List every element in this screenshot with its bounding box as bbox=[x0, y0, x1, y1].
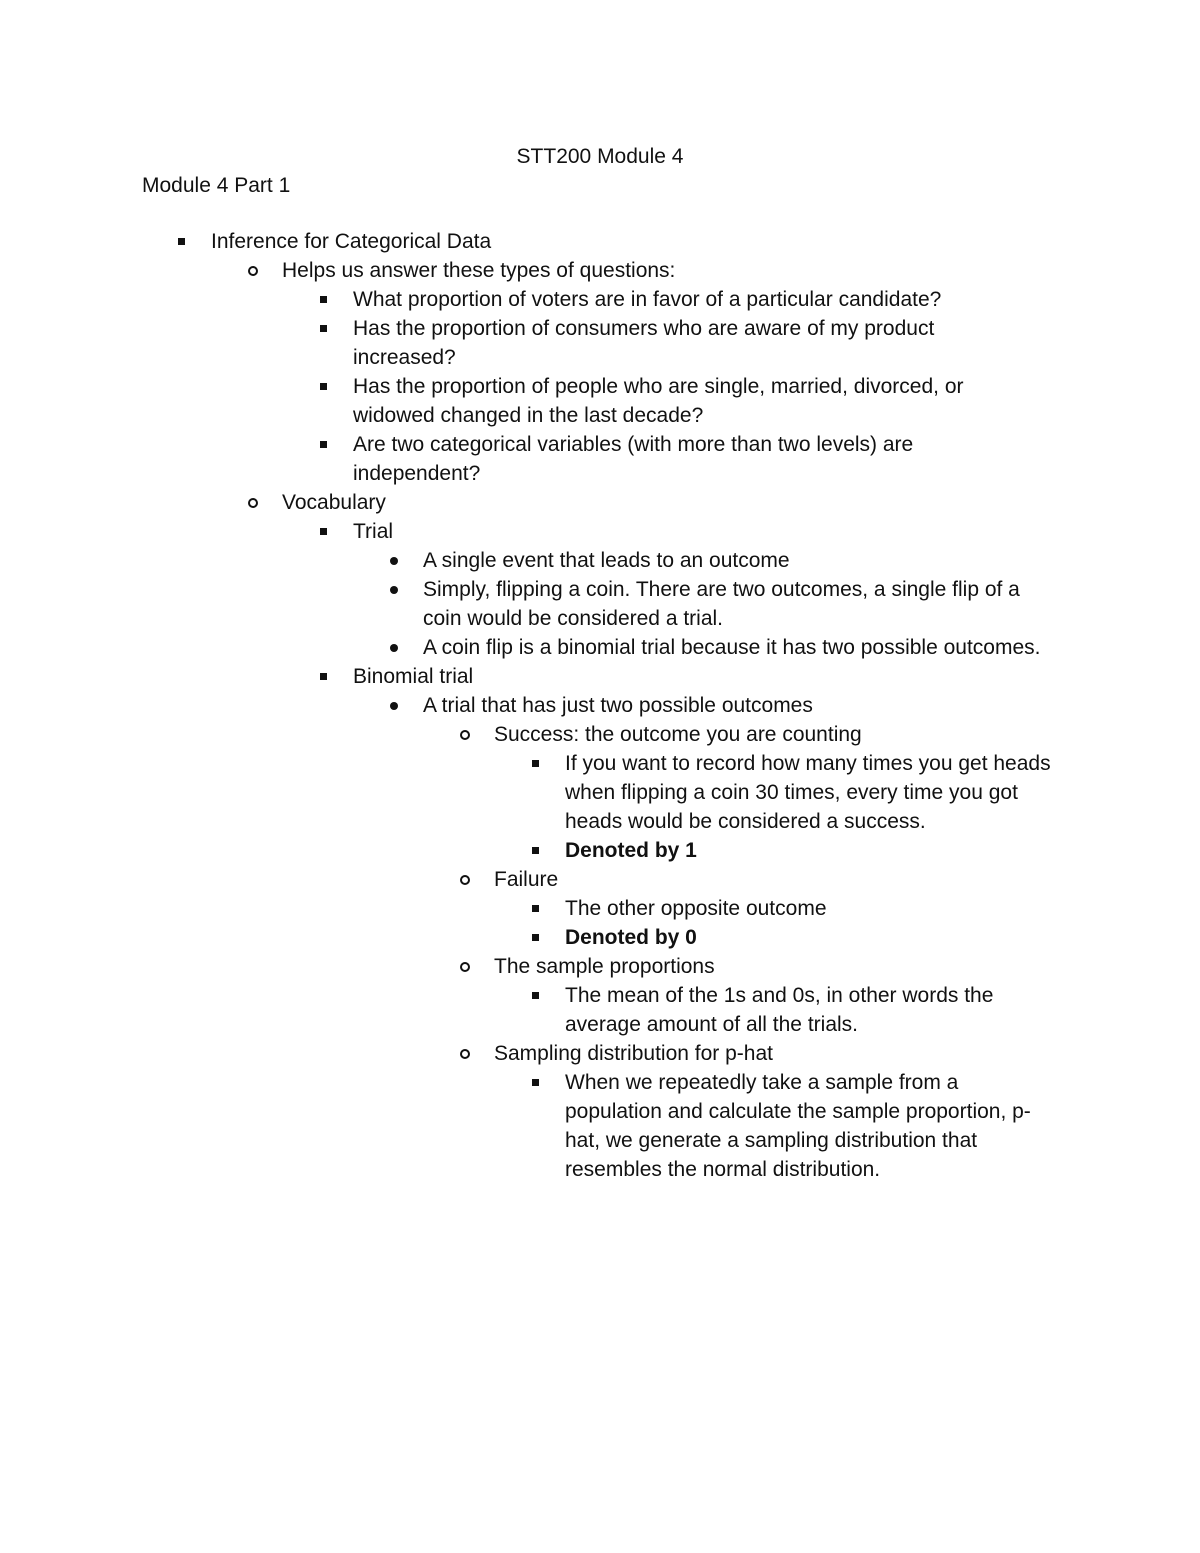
list-item-text: Sampling distribution for p-hat bbox=[494, 1042, 773, 1065]
list-item bbox=[0, 1068, 1055, 1184]
list-item-text: Denoted by 1 bbox=[565, 839, 697, 862]
square-bullet-icon bbox=[317, 430, 337, 459]
list-item-text: Has the proportion of people who are single, married, divorced, or widowed changed in the last decade? bbox=[353, 375, 964, 427]
list-item bbox=[0, 488, 1062, 517]
list-item bbox=[0, 981, 1055, 1039]
list-item-text: What proportion of voters are in favor of a particular candidate? bbox=[353, 288, 942, 311]
list-item-text: Inference for Categorical Data bbox=[211, 230, 492, 253]
dot-bullet-icon bbox=[387, 691, 407, 720]
list-item bbox=[0, 865, 1054, 894]
list-item-text: A single event that leads to an outcome bbox=[423, 549, 790, 572]
list-item-text: The sample proportions bbox=[494, 955, 715, 978]
list-item bbox=[0, 720, 1054, 749]
list-item-text: When we repeatedly take a sample from a population and calculate the sample proportion, p-hat, we generate a sampling distribution that resembles the normal distribution. bbox=[565, 1071, 1031, 1181]
list-item bbox=[0, 662, 993, 691]
dot-bullet-icon bbox=[387, 575, 407, 604]
circle-bullet-icon bbox=[246, 488, 266, 517]
circle-bullet-icon bbox=[458, 1039, 478, 1068]
square-bullet-icon bbox=[529, 981, 549, 1010]
list-item-text: A trial that has just two possible outcomes bbox=[423, 694, 813, 717]
list-item bbox=[0, 633, 1063, 662]
list-item-text: Success: the outcome you are counting bbox=[494, 723, 862, 746]
square-bullet-icon bbox=[317, 314, 337, 343]
circle-bullet-icon bbox=[458, 720, 478, 749]
dot-bullet-icon bbox=[387, 546, 407, 575]
square-bullet-icon bbox=[529, 1068, 549, 1097]
list-item-text: Trial bbox=[353, 520, 394, 543]
outline-list bbox=[0, 227, 1200, 1184]
list-item bbox=[0, 285, 993, 314]
list-item-text: The mean of the 1s and 0s, in other words the average amount of all the trials. bbox=[565, 984, 994, 1036]
list-item bbox=[0, 517, 993, 546]
list-item bbox=[0, 952, 1054, 981]
list-item bbox=[0, 546, 1063, 575]
dot-bullet-icon bbox=[387, 633, 407, 662]
list-item bbox=[0, 1039, 1054, 1068]
square-bullet-icon bbox=[529, 836, 549, 865]
list-item-text: The other opposite outcome bbox=[565, 897, 827, 920]
page-title: STT200 Module 4 bbox=[516, 145, 684, 168]
section-heading: Module 4 Part 1 bbox=[142, 174, 291, 197]
circle-bullet-icon bbox=[246, 256, 266, 285]
list-item bbox=[0, 575, 1063, 633]
list-item bbox=[0, 430, 993, 488]
list-item-text: If you want to record how many times you get heads when flipping a coin 30 times, every time you got heads would be considered a success. bbox=[565, 752, 1051, 833]
square-bullet-icon bbox=[317, 372, 337, 401]
list-item bbox=[0, 923, 1055, 952]
circle-bullet-icon bbox=[458, 952, 478, 981]
list-item bbox=[0, 256, 1062, 285]
list-item bbox=[0, 836, 1055, 865]
list-item bbox=[0, 894, 1055, 923]
square-bullet-icon bbox=[317, 285, 337, 314]
list-item-text: Failure bbox=[494, 868, 559, 891]
list-item-text: Vocabulary bbox=[282, 491, 386, 514]
list-item-text: Denoted by 0 bbox=[565, 926, 697, 949]
list-item-text: Are two categorical variables (with more than two levels) are independent? bbox=[353, 433, 914, 485]
square-bullet-icon bbox=[317, 517, 337, 546]
square-bullet-icon bbox=[529, 923, 549, 952]
list-item bbox=[0, 314, 993, 372]
list-item bbox=[0, 749, 1055, 836]
list-item bbox=[0, 227, 1071, 256]
square-bullet-icon bbox=[317, 662, 337, 691]
square-bullet-icon bbox=[175, 227, 195, 256]
list-item-text: Has the proportion of consumers who are aware of my product increased? bbox=[353, 317, 935, 369]
list-item bbox=[0, 372, 993, 430]
list-item-text: Helps us answer these types of questions: bbox=[282, 259, 676, 282]
circle-bullet-icon bbox=[458, 865, 478, 894]
list-item-text: A coin flip is a binomial trial because it has two possible outcomes. bbox=[423, 636, 1041, 659]
list-item bbox=[0, 691, 1063, 720]
square-bullet-icon bbox=[529, 749, 549, 778]
list-item-text: Simply, flipping a coin. There are two outcomes, a single flip of a coin would be considered a trial. bbox=[423, 578, 1020, 630]
list-item-text: Binomial trial bbox=[353, 665, 474, 688]
square-bullet-icon bbox=[529, 894, 549, 923]
